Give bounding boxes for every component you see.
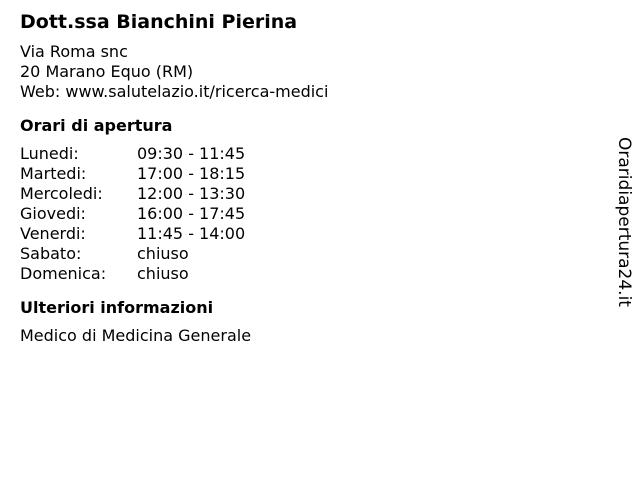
hours-day: Giovedi: [20,204,86,223]
opening-hours-title: Orari di apertura [20,116,173,135]
hours-day: Sabato: [20,244,82,263]
hours-time: 11:45 - 14:00 [137,224,246,243]
hours-time: chiuso [137,264,189,283]
hours-row-wednesday [20,184,600,204]
opening-hours-table [20,144,600,284]
address-street: Via Roma snc [20,42,128,61]
hours-time: 12:00 - 13:30 [137,184,246,203]
address-block [20,42,600,102]
hours-day: Venerdi: [20,224,86,243]
more-info-title: Ulteriori informazioni [20,298,214,317]
hours-row-thursday [20,204,600,224]
hours-row-tuesday [20,164,600,184]
hours-time: chiuso [137,244,189,263]
listing-card [20,10,600,346]
more-info-text: Medico di Medicina Generale [20,326,252,345]
hours-row-monday [20,144,600,164]
doctor-name: Dott.ssa Bianchini Pierina [20,11,298,33]
hours-row-saturday [20,244,600,264]
hours-time: 09:30 - 11:45 [137,144,246,163]
hours-time: 17:00 - 18:15 [137,164,246,183]
hours-time: 16:00 - 17:45 [137,204,246,223]
hours-day: Lunedi: [20,144,79,163]
hours-day: Martedi: [20,164,87,183]
hours-day: Domenica: [20,264,107,283]
website-link[interactable]: Web: www.salutelazio.it/ricerca-medici [20,82,329,101]
site-brand-vertical: Oraridiapertura24.it [614,137,634,307]
address-city: 20 Marano Equo (RM) [20,62,194,81]
hours-row-sunday [20,264,600,284]
hours-day: Mercoledi: [20,184,103,203]
hours-row-friday [20,224,600,244]
